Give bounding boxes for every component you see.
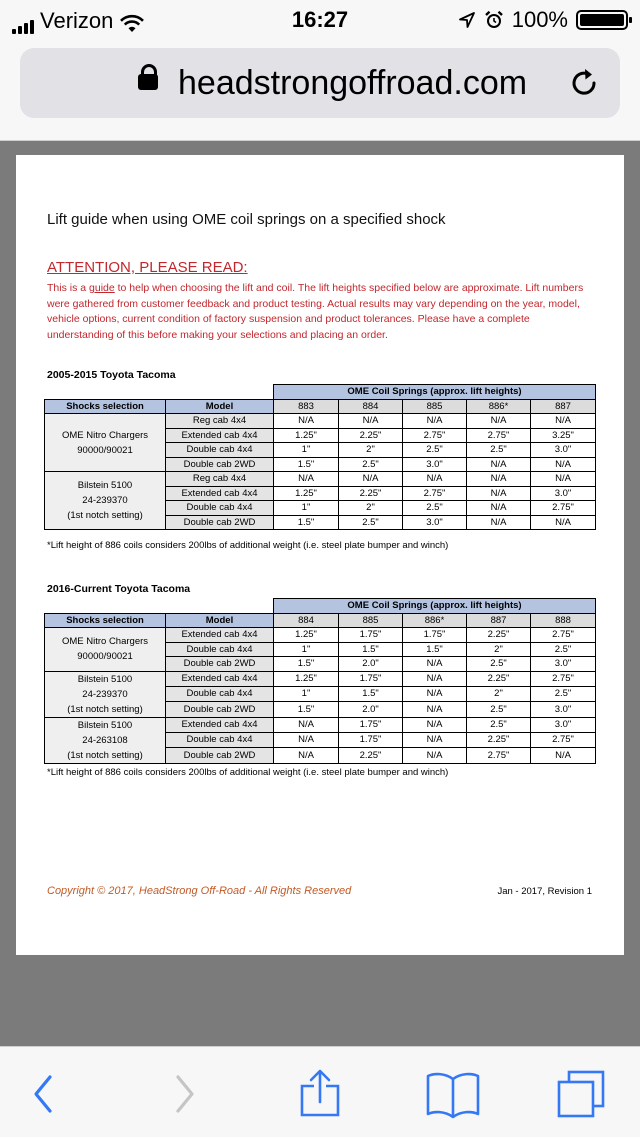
shocks-header: Shocks selection [45, 613, 166, 628]
shock-label: (1st notch setting) [67, 703, 143, 715]
table2-title: 2016-Current Toyota Tacoma [47, 583, 191, 595]
lift-value-cell: 2" [339, 443, 403, 458]
lock-icon [138, 74, 158, 90]
model-cell: Double cab 4x4 [166, 642, 274, 657]
lift-value-cell: 2" [467, 642, 531, 657]
lift-value-cell: 2.75" [403, 428, 467, 443]
lift-value-cell: 1" [274, 443, 339, 458]
lift-value-cell: 3.25" [531, 428, 596, 443]
lift-value-cell: N/A [339, 472, 403, 487]
lift-value-cell: 2.25" [339, 428, 403, 443]
coil-group-header: OME Coil Springs (approx. lift heights) [274, 599, 596, 614]
forward-icon[interactable] [158, 1069, 208, 1119]
lift-value-cell: 1" [274, 501, 339, 516]
pdf-page [16, 155, 624, 955]
bookmarks-icon[interactable] [425, 1069, 481, 1119]
coil-header: 884 [339, 399, 403, 414]
model-cell: Double cab 2WD [166, 702, 274, 717]
table1-title: 2005-2015 Toyota Tacoma [47, 369, 176, 381]
shock-cell [45, 717, 166, 763]
model-cell: Extended cab 4x4 [166, 717, 274, 732]
lift-value-cell: 2.0" [339, 702, 403, 717]
model-header: Model [166, 399, 274, 414]
tabs-icon[interactable] [556, 1069, 606, 1119]
share-icon[interactable] [295, 1069, 345, 1119]
lift-value-cell: N/A [467, 472, 531, 487]
copyright-text: Copyright © 2017, HeadStrong Off-Road - All Rights Reserved [47, 885, 352, 897]
lift-value-cell: 1.75" [339, 717, 403, 732]
lift-value-cell: 3.0" [403, 457, 467, 472]
lift-table-2016-current [44, 598, 596, 764]
lift-value-cell: N/A [403, 748, 467, 763]
model-cell: Double cab 2WD [166, 748, 274, 763]
alarm-icon [484, 10, 504, 30]
guide-link[interactable]: guide [89, 282, 115, 294]
lift-value-cell: 1.75" [339, 732, 403, 747]
lift-value-cell: 3.0" [403, 515, 467, 530]
lift-value-cell: N/A [274, 748, 339, 763]
lift-value-cell: 1.25" [274, 671, 339, 686]
lift-table-2005-2015 [44, 384, 596, 530]
back-icon[interactable] [20, 1069, 70, 1119]
model-cell: Double cab 2WD [166, 657, 274, 672]
lift-value-cell: 3.0" [531, 717, 596, 732]
shock-label: OME Nitro Chargers [61, 429, 149, 441]
model-cell: Extended cab 4x4 [166, 671, 274, 686]
shock-label: 24-239370 [82, 688, 128, 700]
table2-footnote: *Lift height of 886 coils considers 200lbs of additional weight (i.e. steel plate bumper and winch) [47, 767, 449, 778]
lift-value-cell: 2.5" [339, 457, 403, 472]
shocks-header: Shocks selection [45, 399, 166, 414]
lift-value-cell: 2.5" [403, 443, 467, 458]
lift-value-cell: 2.5" [467, 717, 531, 732]
shock-cell [45, 472, 166, 530]
location-icon [458, 11, 476, 29]
shock-label: OME Nitro Chargers [61, 636, 149, 648]
coil-header: 884 [274, 613, 339, 628]
lift-value-cell: 2.75" [531, 732, 596, 747]
lift-value-cell: N/A [403, 686, 467, 701]
shock-cell [45, 414, 166, 472]
lift-value-cell: 1" [274, 642, 339, 657]
lift-value-cell: 3.0" [531, 443, 596, 458]
lift-value-cell: 2.75" [467, 428, 531, 443]
lift-value-cell: 1" [274, 686, 339, 701]
lift-value-cell: 2" [467, 686, 531, 701]
lift-value-cell: 2.75" [403, 486, 467, 501]
lift-value-cell: 1.25" [274, 428, 339, 443]
lift-value-cell: N/A [467, 515, 531, 530]
attention-post: to help when choosing the lift and coil. The lift heights specified below are approximate. Lift numbers were gathered from customer feedback and product testing. Actual results may vary depending on the year, model, vehicle options, current condition of factory suspension and product tolerances. Please have a complete understanding of this before making your selections and placing an order. [47, 282, 584, 341]
lift-value-cell: N/A [274, 472, 339, 487]
lift-value-cell: 2.25" [339, 486, 403, 501]
lift-value-cell: N/A [403, 414, 467, 429]
lift-value-cell: 2.75" [531, 501, 596, 516]
coil-header: 885 [339, 613, 403, 628]
attention-pre: This is a [47, 282, 90, 294]
coil-group-header: OME Coil Springs (approx. lift heights) [274, 385, 596, 400]
lift-value-cell: 2.75" [531, 671, 596, 686]
lift-value-cell: 2.5" [531, 686, 596, 701]
model-cell: Double cab 4x4 [166, 686, 274, 701]
lift-value-cell: 1.5" [274, 657, 339, 672]
table-row [45, 717, 596, 732]
coil-header: 887 [467, 613, 531, 628]
table-row [45, 628, 596, 643]
lift-value-cell: 2.25" [467, 732, 531, 747]
table-row [45, 414, 596, 429]
lift-value-cell: N/A [339, 414, 403, 429]
reload-icon[interactable] [568, 66, 602, 100]
model-cell: Double cab 2WD [166, 515, 274, 530]
attention-paragraph [47, 281, 597, 343]
lift-value-cell: N/A [467, 486, 531, 501]
shock-label: (1st notch setting) [67, 749, 143, 761]
shock-label: (1st notch setting) [67, 510, 143, 521]
model-cell: Double cab 4x4 [166, 732, 274, 747]
table-blank-cell [45, 599, 274, 614]
attention-heading: ATTENTION, PLEASE READ: [47, 259, 248, 276]
lift-value-cell: N/A [531, 515, 596, 530]
lift-value-cell: N/A [403, 732, 467, 747]
lift-value-cell: N/A [467, 501, 531, 516]
shock-label: 24-239370 [82, 495, 128, 506]
coil-header: 888 [531, 613, 596, 628]
lift-value-cell: 2.75" [467, 748, 531, 763]
shock-cell [45, 671, 166, 717]
battery-percent: 100% [511, 7, 568, 32]
lift-value-cell: 2.5" [467, 657, 531, 672]
pdf-viewer[interactable] [0, 141, 640, 1046]
shock-cell [45, 628, 166, 672]
lift-value-cell: 1.5" [274, 515, 339, 530]
coil-header: 885 [403, 399, 467, 414]
lift-value-cell: 1.75" [339, 671, 403, 686]
model-cell: Double cab 4x4 [166, 443, 274, 458]
lift-value-cell: N/A [531, 457, 596, 472]
lift-value-cell: 1.5" [274, 457, 339, 472]
lift-value-cell: N/A [274, 717, 339, 732]
shock-label: Bilstein 5100 [77, 673, 133, 685]
model-cell: Reg cab 4x4 [166, 414, 274, 429]
lift-value-cell: 2.5" [467, 443, 531, 458]
lift-value-cell: 2.75" [531, 628, 596, 643]
address-bar[interactable] [20, 48, 620, 118]
lift-value-cell: N/A [467, 414, 531, 429]
lift-value-cell: 2.5" [403, 501, 467, 516]
lift-value-cell: 1.5" [403, 642, 467, 657]
lift-value-cell: N/A [403, 671, 467, 686]
lift-value-cell: N/A [274, 414, 339, 429]
model-header: Model [166, 613, 274, 628]
clock: 16:27 [291, 7, 349, 32]
lift-value-cell: N/A [531, 748, 596, 763]
status-bar [0, 0, 640, 40]
lift-value-cell: N/A [531, 472, 596, 487]
lift-value-cell: 2.5" [467, 702, 531, 717]
lift-value-cell: N/A [467, 457, 531, 472]
url-text[interactable]: headstrongoffroad.com [178, 64, 528, 102]
carrier-name: Verizon [40, 8, 114, 33]
lift-value-cell: N/A [274, 732, 339, 747]
lift-value-cell: 1.5" [274, 702, 339, 717]
table1-footnote: *Lift height of 886 coils considers 200lbs of additional weight (i.e. steel plate bumper and winch) [47, 540, 449, 551]
lift-value-cell: N/A [403, 657, 467, 672]
lift-value-cell: 3.0" [531, 657, 596, 672]
lift-value-cell: 3.0" [531, 702, 596, 717]
shock-label: Bilstein 5100 [77, 719, 133, 731]
lift-value-cell: 1.5" [339, 642, 403, 657]
model-cell: Extended cab 4x4 [166, 628, 274, 643]
lift-value-cell: N/A [531, 414, 596, 429]
lift-value-cell: 2.5" [339, 515, 403, 530]
shock-label: 90000/90021 [77, 444, 133, 456]
table-blank-cell [45, 385, 274, 400]
model-cell: Reg cab 4x4 [166, 472, 274, 487]
table-row [45, 472, 596, 487]
browser-toolbar [0, 1046, 640, 1137]
coil-header: 883 [274, 399, 339, 414]
lift-value-cell: N/A [403, 702, 467, 717]
lift-value-cell: 2" [339, 501, 403, 516]
lift-value-cell: 1.5" [339, 686, 403, 701]
battery-icon [576, 10, 628, 30]
coil-header: 887 [531, 399, 596, 414]
shock-label: 90000/90021 [77, 651, 133, 663]
model-cell: Double cab 4x4 [166, 501, 274, 516]
document-title: Lift guide when using OME coil springs on a specified shock [47, 211, 446, 228]
lift-value-cell: 2.0" [339, 657, 403, 672]
lift-value-cell: 2.25" [467, 628, 531, 643]
lift-value-cell: N/A [403, 717, 467, 732]
table-row [45, 671, 596, 686]
revision-text: Jan - 2017, Revision 1 [497, 886, 592, 897]
lift-value-cell: 1.75" [339, 628, 403, 643]
model-cell: Double cab 2WD [166, 457, 274, 472]
lift-value-cell: 2.5" [531, 642, 596, 657]
coil-header: 886* [403, 613, 467, 628]
lift-value-cell: 2.25" [467, 671, 531, 686]
lift-value-cell: 1.25" [274, 486, 339, 501]
model-cell: Extended cab 4x4 [166, 486, 274, 501]
browser-chrome [0, 40, 640, 141]
shock-label: Bilstein 5100 [77, 480, 133, 491]
lift-value-cell: 1.75" [403, 628, 467, 643]
model-cell: Extended cab 4x4 [166, 428, 274, 443]
lift-value-cell: 2.25" [339, 748, 403, 763]
lift-value-cell: 1.25" [274, 628, 339, 643]
lift-value-cell: N/A [403, 472, 467, 487]
shock-label: 24-263108 [82, 734, 128, 746]
lift-value-cell: 3.0" [531, 486, 596, 501]
coil-header: 886* [467, 399, 531, 414]
